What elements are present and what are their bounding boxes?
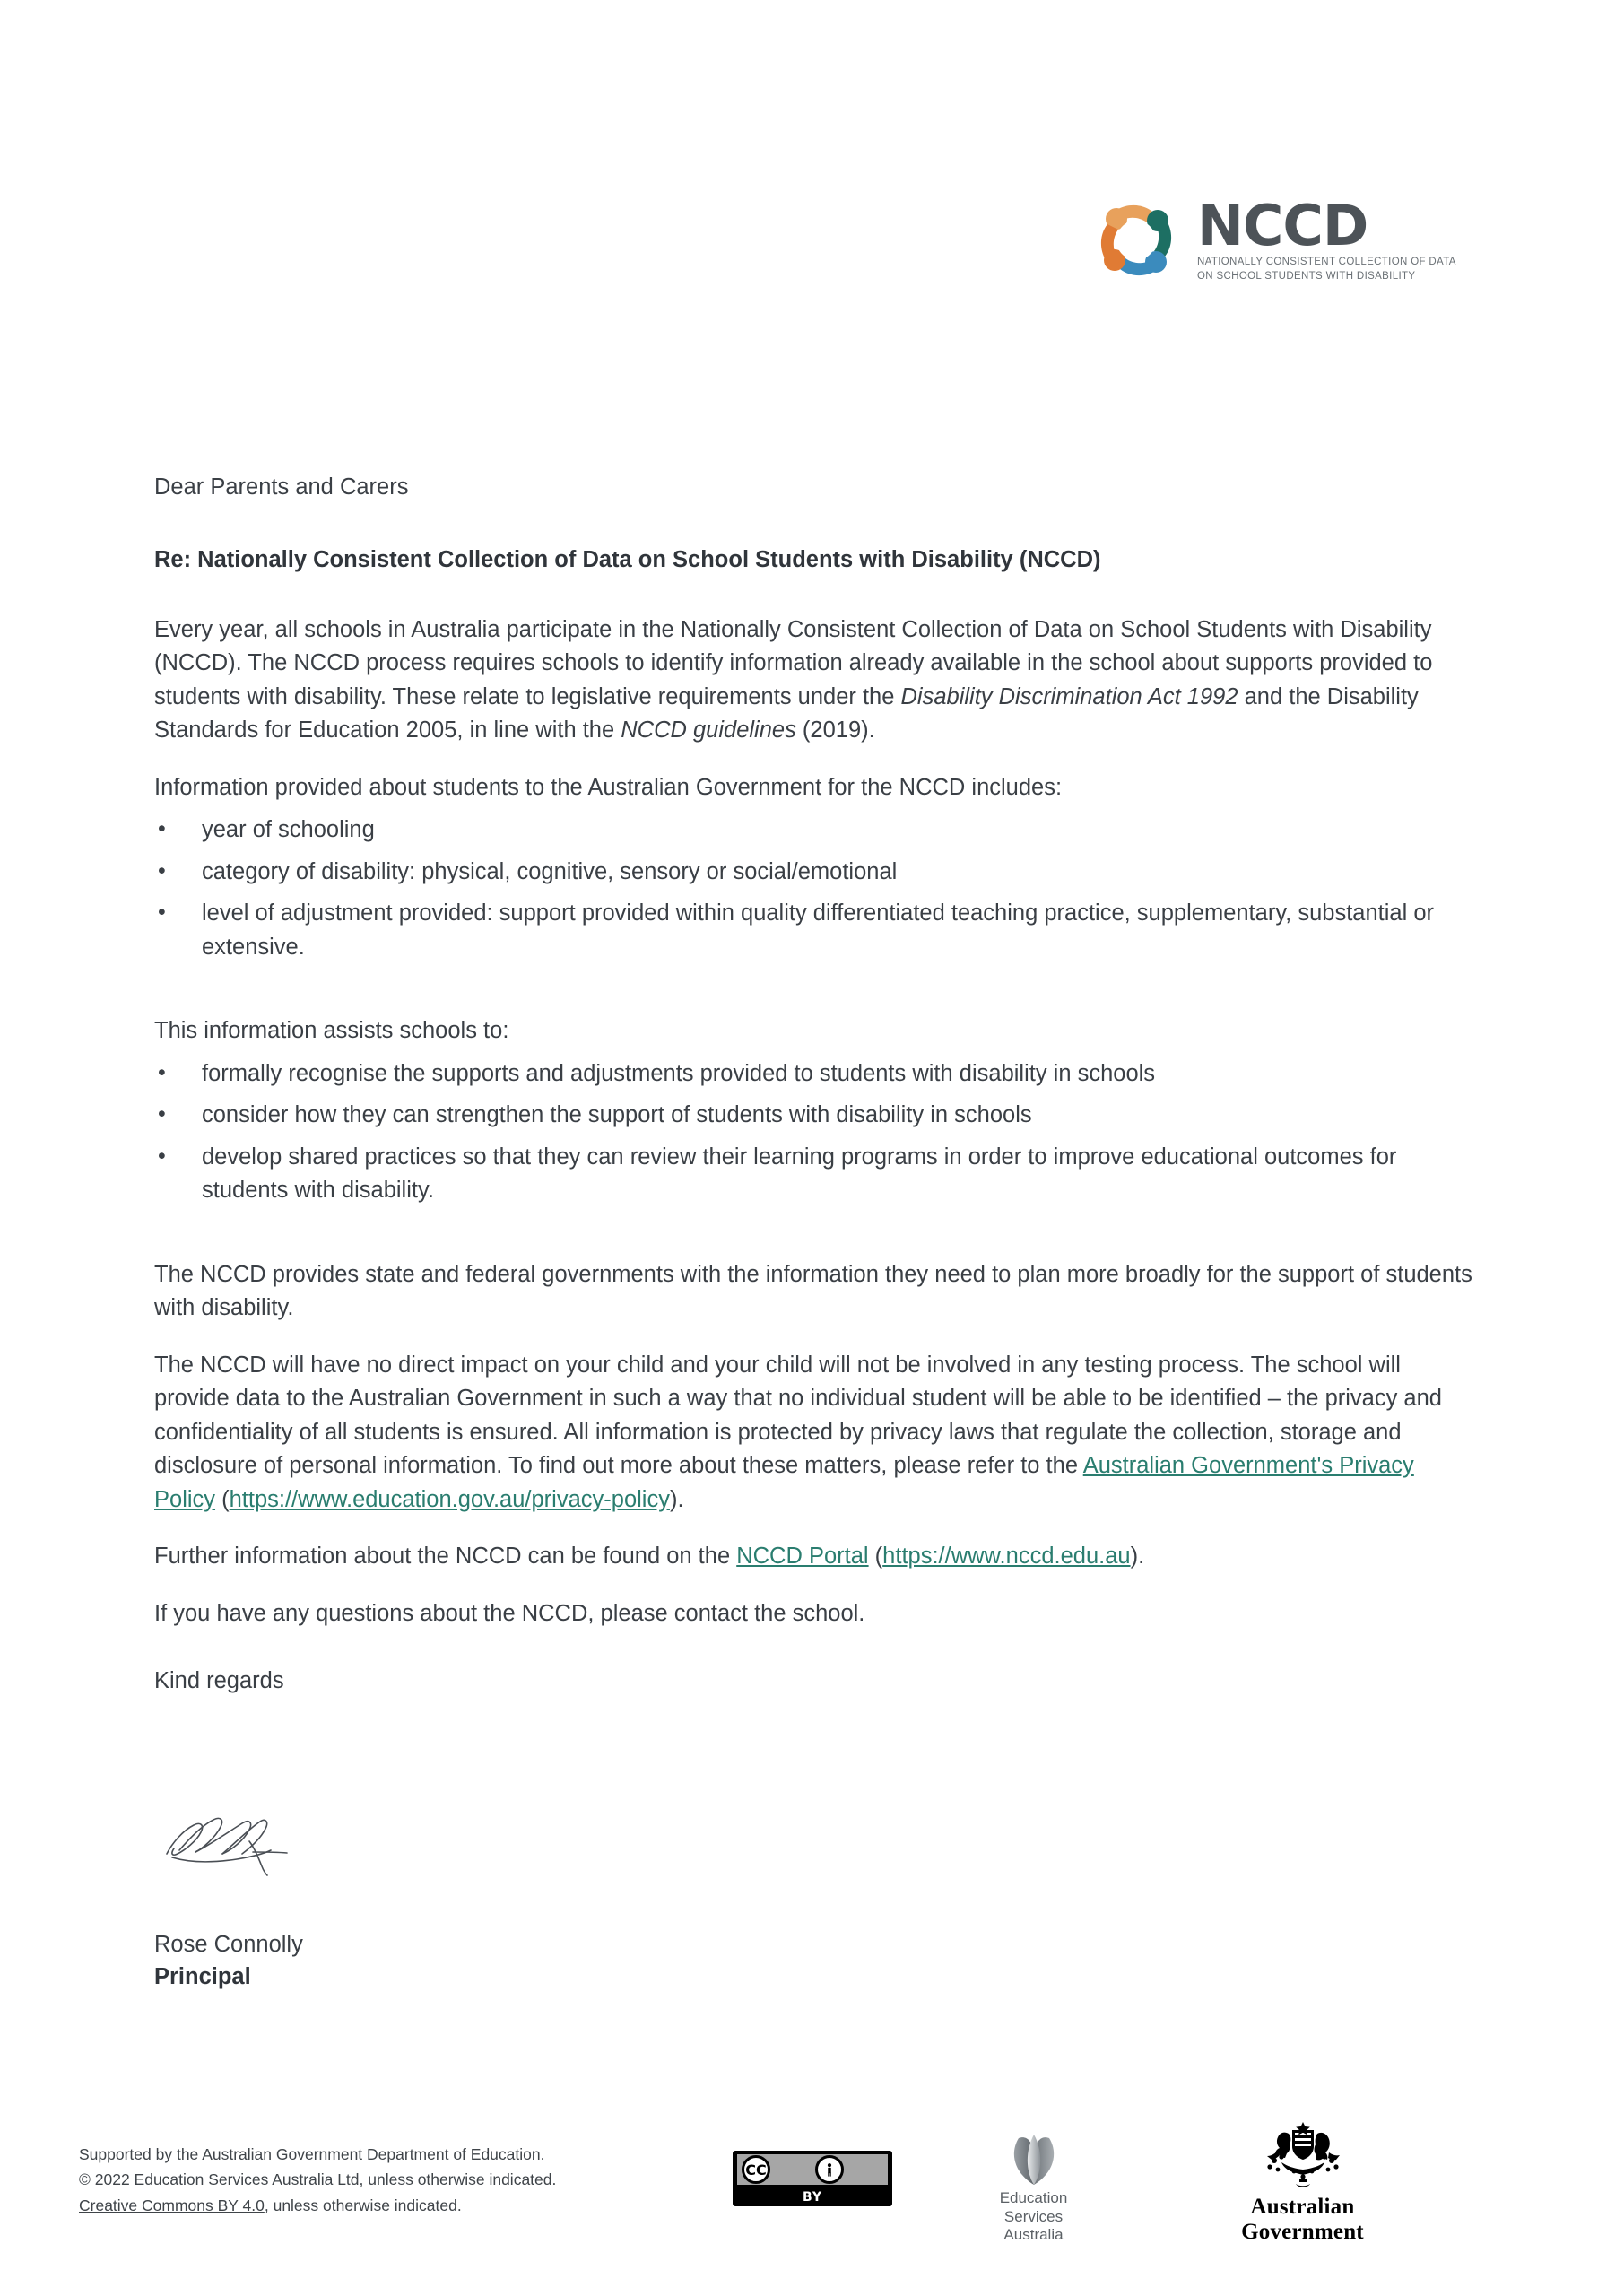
cc-logo-icon: CC — [742, 2155, 770, 2184]
esa-line-2: Services — [1003, 2207, 1064, 2225]
subject-line: Re: Nationally Consistent Collection of Data on School Students with Disability (NCCD) — [154, 547, 1101, 573]
salutation: Dear Parents and Carers — [154, 474, 409, 500]
list-item: • level of adjustment provided: support provided within quality differentiated teaching practice, supplementary, substantial or extensive. — [154, 897, 1477, 964]
list-item: • develop shared practices so that they can review their learning programs in order to improve educational outcomes for students with disability. — [154, 1141, 1477, 1208]
creative-commons-by-badge-icon — [733, 2151, 892, 2206]
list2-lead-in: This information assists schools to: — [154, 1018, 509, 1044]
cc-by-label: BY — [802, 2190, 823, 2205]
information-provided-list — [154, 813, 1477, 964]
education-services-australia-logo — [986, 2133, 1081, 2245]
footer-line-1: Supported by the Australian Government Department of Education. — [79, 2145, 545, 2163]
list1-lead-in: Information provided about students to the Australian Government for the NCCD includes: — [154, 774, 1063, 800]
australian-government-text: Australian Government — [1241, 2195, 1364, 2244]
list-spacer — [154, 987, 1477, 1014]
esa-petal-emblem-icon — [1004, 2133, 1064, 2187]
nccd-portal-link[interactable]: NCCD Portal — [736, 1544, 869, 1570]
intro-text-1: Every year, all schools in Australia participate in the Nationally Consistent Collection of Data on School Students with Disability (NCCD). The NCCD process requires schools to identify information already available in the school about supports provided to students with disability. These relate to legislative requirements under the — [154, 616, 1433, 709]
nccd-logo-type — [1197, 193, 1456, 283]
privacy-policy-link[interactable]: Australian Government's Privacy Policy — [154, 1453, 1414, 1512]
privacy-policy-url-link[interactable]: https://www.education.gov.au/privacy-policy — [229, 1486, 670, 1512]
nccd-logo-subtitle — [1197, 256, 1456, 283]
esa-logo-text — [986, 2189, 1081, 2245]
esa-line-1: Education — [999, 2189, 1068, 2206]
commonwealth-coat-of-arms-icon — [1255, 2121, 1351, 2191]
intro-text-3: (2019). — [795, 718, 875, 744]
person-glyph-icon — [821, 2161, 838, 2178]
footer-attribution-text — [79, 2142, 556, 2218]
privacy-paragraph — [154, 1349, 1477, 1517]
privacy-open-paren: ( — [215, 1486, 230, 1512]
further-open-paren: ( — [868, 1544, 883, 1570]
privacy-close-paren: ). — [669, 1486, 684, 1512]
questions-paragraph: If you have any questions about the NCCD, please contact the school. — [154, 1600, 865, 1626]
further-text: Further information about the NCCD can be found on the — [154, 1544, 737, 1570]
list-item: • year of schooling — [154, 813, 1477, 847]
nccd-subtitle-line2: ON SCHOOL STUDENTS WITH DISABILITY — [1197, 270, 1416, 282]
footer-line-2: © 2022 Education Services Australia Ltd, unless otherwise indicated. — [79, 2170, 557, 2189]
signature-block — [154, 1928, 303, 1993]
list-item: • formally recognise the supports and adjustments provided to students with disability in schools — [154, 1057, 1477, 1091]
handwritten-signature — [160, 1807, 375, 1883]
cc-attribution-person-icon — [815, 2155, 844, 2184]
kind-regards: Kind regards — [154, 1668, 284, 1694]
assists-schools-list — [154, 1057, 1477, 1208]
signer-role: Principal — [154, 1964, 251, 1990]
intro-paragraph — [154, 613, 1477, 748]
further-information-paragraph — [154, 1540, 1477, 1573]
act-title-1992: Disability Discrimination Act 1992 — [900, 683, 1238, 709]
governments-paragraph: The NCCD provides state and federal governments with the information they need to plan more broadly for the support of students with disability. — [154, 1261, 1472, 1321]
footer-line-3-rest: , unless otherwise indicated. — [264, 2196, 462, 2214]
nccd-circle-figures-icon — [1090, 194, 1183, 287]
esa-line-3: Australia — [1003, 2226, 1064, 2244]
privacy-text: The NCCD will have no direct impact on your child and your child will not be involved in any testing process. The school will provide data to the Australian Government in such a way that no individual student will be able to be identified – the privacy and confidentiality of all students is ensured. All information is protected by privacy laws that regulate the collection, storage and disclosure of personal information. To find out more about these matters, please refer to the — [154, 1352, 1442, 1479]
nccd-wordmark: NCCD — [1197, 193, 1368, 259]
further-close-paren: ). — [1130, 1544, 1145, 1570]
nccd-subtitle-line1: NATIONALLY CONSISTENT COLLECTION OF DATA — [1197, 257, 1456, 268]
list-item: • consider how they can strengthen the support of students with disability in schools — [154, 1099, 1477, 1132]
list-spacer — [154, 1231, 1477, 1258]
creative-commons-link[interactable]: Creative Commons BY 4.0 — [79, 2196, 265, 2214]
list-item: • category of disability: physical, cognitive, sensory or social/emotional — [154, 856, 1477, 889]
nccd-portal-url-link[interactable]: https://www.nccd.edu.au — [882, 1544, 1131, 1570]
intro-text-2: and the Disability Standards for Education 2005, in line with the — [154, 683, 1419, 744]
signer-name: Rose Connolly — [154, 1932, 303, 1957]
letter-body — [154, 471, 1477, 1722]
australian-government-logo — [1188, 2121, 1417, 2245]
nccd-logo — [1090, 184, 1456, 296]
nccd-guidelines-title: NCCD guidelines — [621, 718, 796, 744]
